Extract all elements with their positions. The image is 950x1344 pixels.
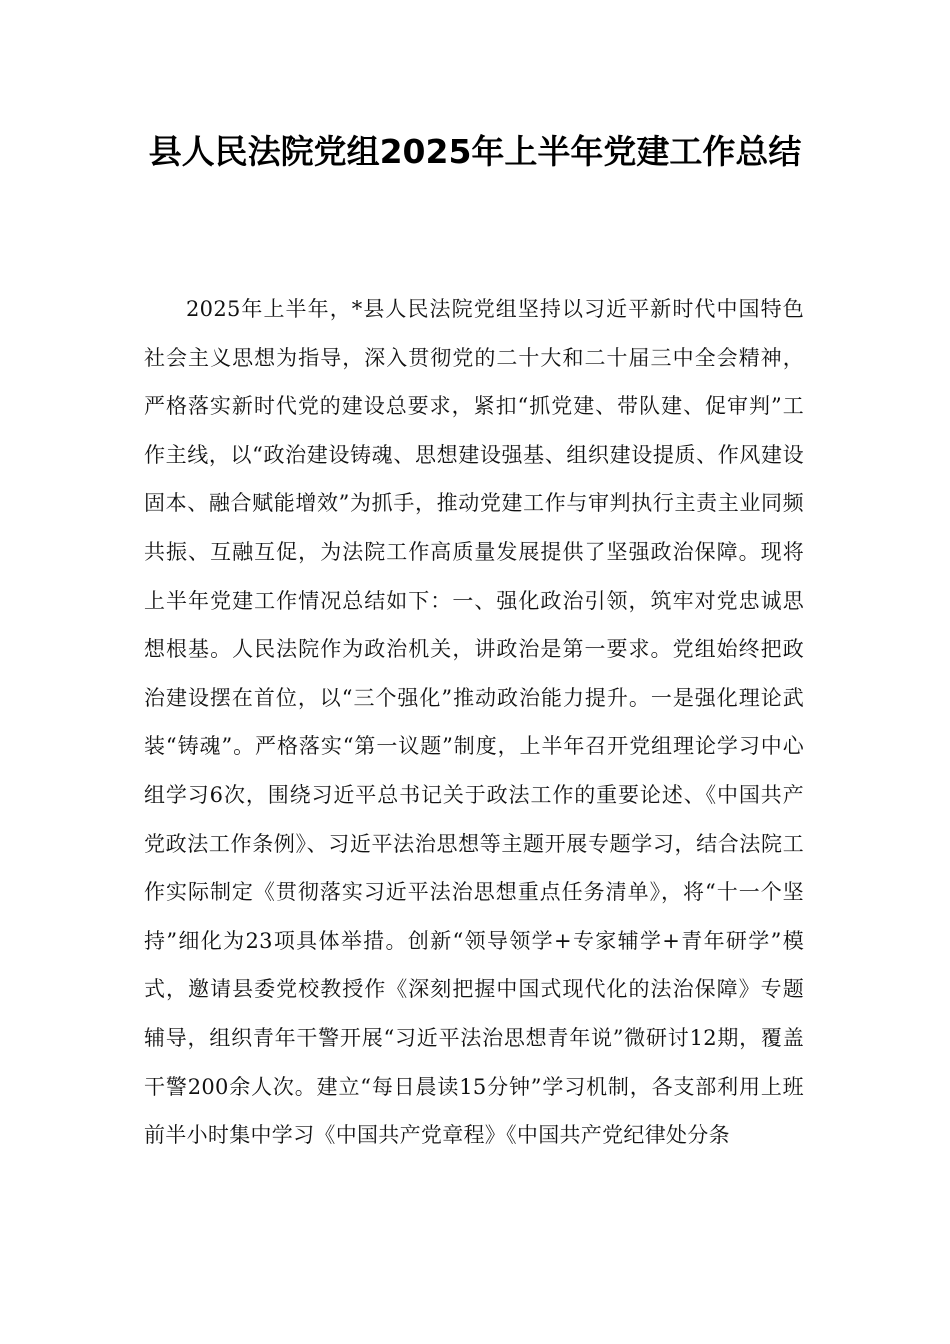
body-paragraph: 2025年上半年，*县人民法院党组坚持以习近平新时代中国特色社会主义思想为指导，深入贯彻党的二十大和二十届三中全会精神，严格落实新时代党的建设总要求，紧扣“抓党建、带队建、促审判”工作主线，以“政治建设铸魂、思想建设强基、组织建设提质、作风建设固本、融合赋能增效”为抓手，推动党建工作与审判执行主责主业同频共振、互融互促，为法院工作高质量发展提供了坚强政治保障。现将上半年党建工作情况总结如下：一、强化政治引领，筑牢对党忠诚思想根基。人民法院作为政治机关，讲政治是第一要求。党组始终把政治建设摆在首位，以“三个强化”推动政治能力提升。一是强化理论武装“铸魂”。严格落实“第一议题”制度，上半年召开党组理论学习中心组学习6次，围绕习近平总书记关于政法工作的重要论述、《中国共产党政法工作条例》、习近平法治思想等主题开展专题学习，结合法院工作实际制定《贯彻落实习近平法治思想重点任务清单》，将“十一个坚持”细化为23项具体举措。创新“领导领学+专家辅学+青年研学”模式，邀请县委党校教授作《深刻把握中国式现代化的法治保障》专题辅导，组织青年干警开展“习近平法治思想青年说”微研讨12期，覆盖干警200余人次。建立“每日晨读15分钟”学习机制，各支部利用上班前半小时集中学习《中国共产党章程》《中国共产党纪律处分条	[144, 297, 804, 1148]
document-title: 县人民法院党组2025年上半年党建工作总结	[148, 132, 802, 171]
